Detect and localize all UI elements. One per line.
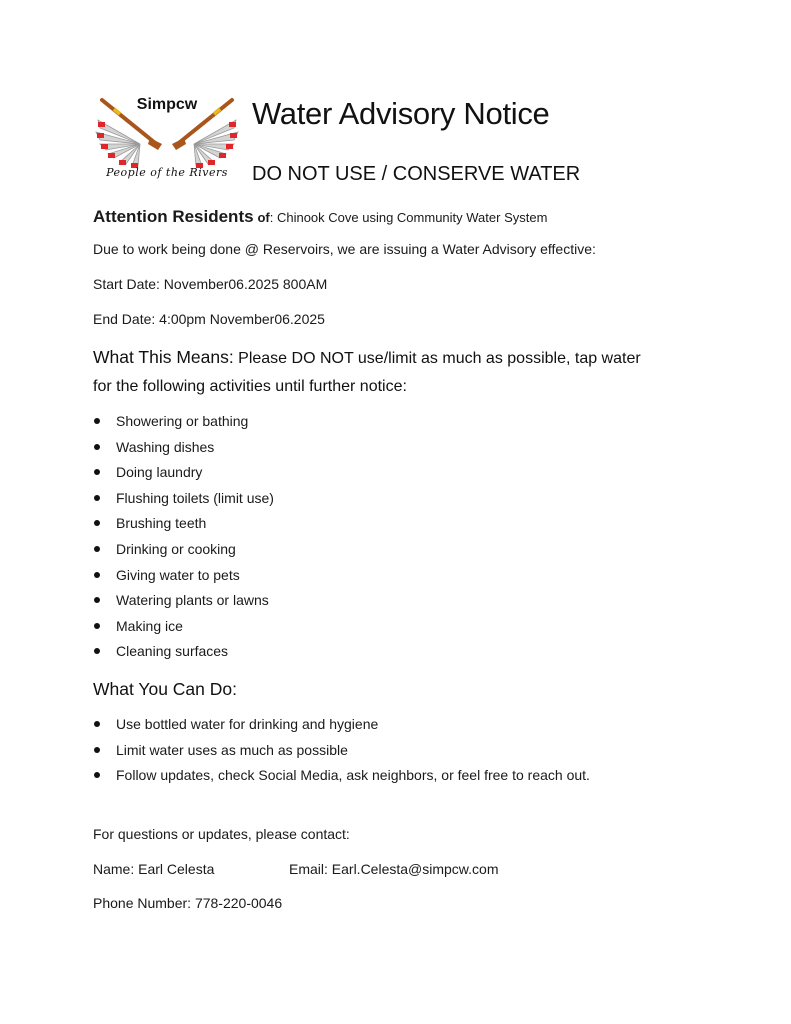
attention-line [93,207,547,227]
list-item [93,412,274,438]
bullet-icon [94,648,100,654]
list-item-text: Use bottled water for drinking and hygiene [116,716,379,732]
page-subtitle: DO NOT USE / CONSERVE WATER [252,163,581,185]
list-item-text: Making ice [116,617,183,634]
bullet-icon [94,418,100,424]
bullet-icon [94,469,100,475]
logo-tagline: People of the Rivers [106,166,228,179]
what-this-means-line2: for the following activities until further notice: [93,378,407,395]
attention-label: Attention Residents [93,207,254,226]
list-item [93,489,274,515]
logo-name: Simpcw [136,96,198,113]
list-item-text: Drinking or cooking [116,540,236,557]
page-title: Water Advisory Notice [252,96,550,131]
contact-email[interactable]: Email: Earl.Celesta@simpcw.com [289,861,499,877]
list-item [93,715,590,741]
list-item [93,591,274,617]
start-date: Start Date: November06.2025 800AM [93,276,328,292]
list-item-text: Follow updates, check Social Media, ask neighbors, or feel free to reach out. [116,767,590,784]
list-item-text: Showering or bathing [116,413,249,429]
attention-of: of [257,210,270,225]
contact-intro: For questions or updates, please contact: [93,826,350,842]
bullet-icon [94,721,100,727]
contact-name: Name: Earl Celesta [93,861,215,877]
list-item-text: Doing laundry [116,464,203,481]
bullet-icon [94,772,100,778]
bullet-icon [94,546,100,552]
what-this-means-label: What This Means: [93,347,234,367]
bullet-icon [94,747,100,753]
bullet-icon [94,572,100,578]
list-item-text: Cleaning surfaces [116,643,229,660]
list-item [93,463,274,489]
bullet-icon [94,444,100,450]
list-item [93,438,274,464]
list-item-text: Watering plants or lawns [116,592,269,609]
recommended-actions-list [93,715,590,792]
contact-phone: Phone Number: 778-220-0046 [93,895,283,911]
list-item-text: Washing dishes [116,438,215,455]
restricted-activities-list [93,412,274,668]
list-item-text: Limit water uses as much as possible [116,741,348,758]
list-item-text: Flushing toilets (limit use) [116,489,274,506]
list-item [93,741,590,767]
list-item [93,766,590,792]
bullet-icon [94,520,100,526]
what-this-means-line1: Please DO NOT use/limit as much as possible, tap water [233,350,641,367]
end-date: End Date: 4:00pm November06.2025 [93,311,325,327]
simpcw-logo [92,92,242,187]
what-this-means-heading [93,347,641,368]
bullet-icon [94,495,100,501]
list-item [93,514,274,540]
intro-text: Due to work being done @ Reservoirs, we are issuing a Water Advisory effective: [93,241,596,257]
attention-location: : Chinook Cove using Community Water System [269,210,548,225]
list-item-text: Brushing teeth [116,515,207,532]
bullet-icon [94,597,100,603]
bullet-icon [94,623,100,629]
list-item [93,540,274,566]
list-item [93,617,274,643]
list-item [93,566,274,592]
list-item-text: Giving water to pets [116,566,240,583]
list-item [93,642,274,668]
what-you-can-do-heading: What You Can Do: [93,679,237,699]
